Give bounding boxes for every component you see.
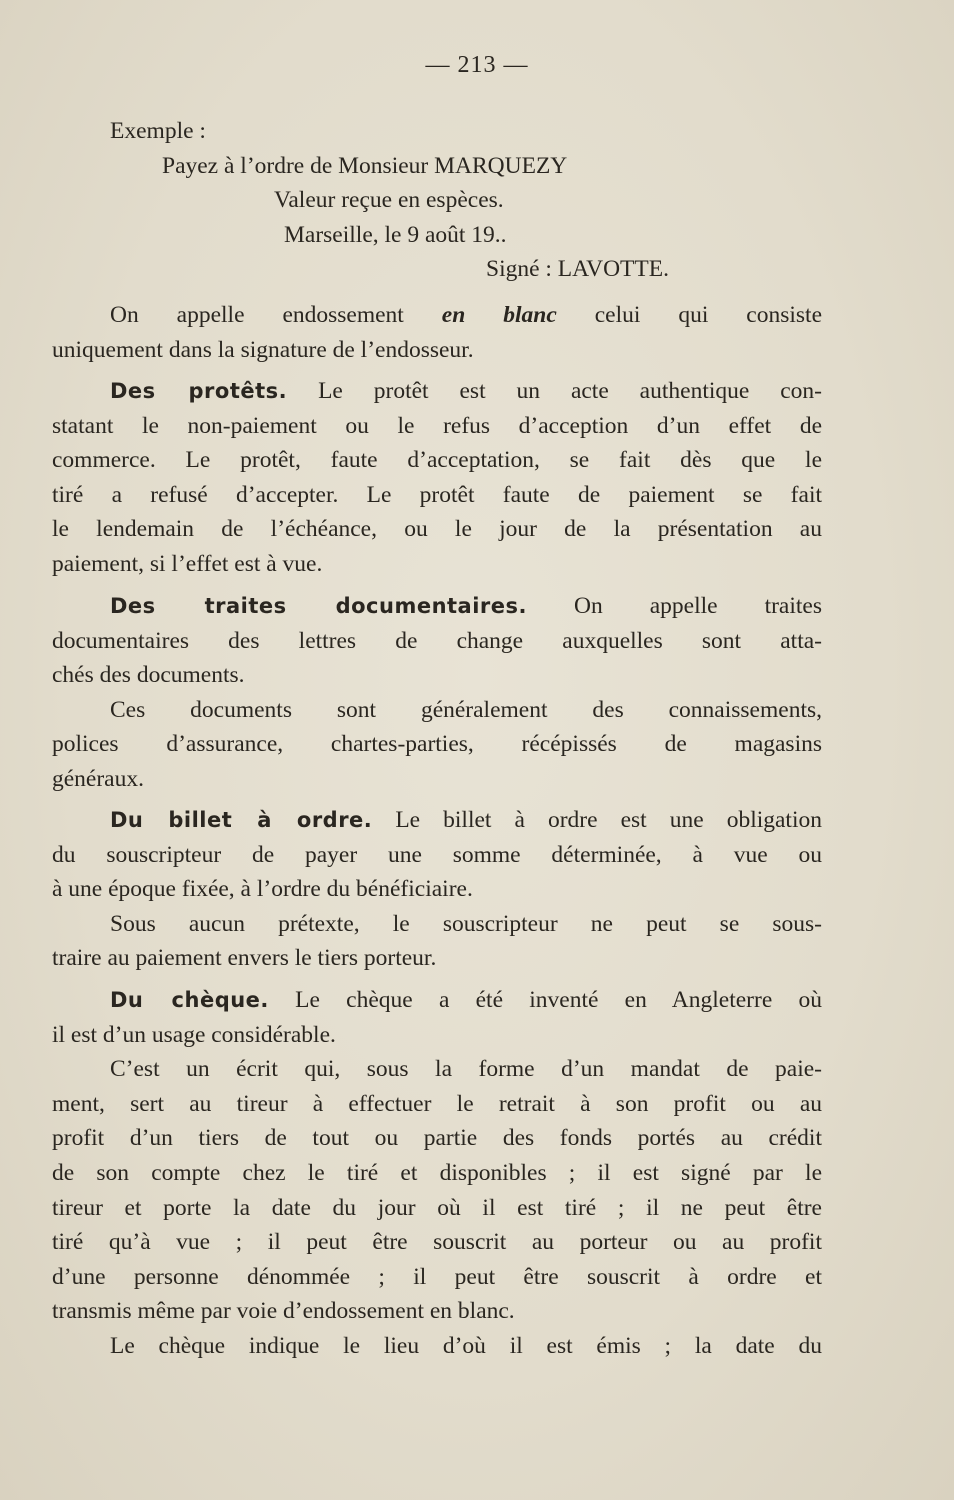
blanc-text-a: On appelle endossement <box>110 302 404 328</box>
protets-line-6: paiement, si l’effet est à vue. <box>52 550 323 577</box>
section-billet <box>52 803 822 976</box>
blanc-text-c: celui qui consiste <box>594 302 823 328</box>
billet-line-2: du souscripteur de payer une somme déterminée, à vue ou <box>52 841 822 868</box>
cheque-p2-line-6: tiré qu’à vue ; il peut être souscrit au porteur ou au profit <box>52 1229 822 1256</box>
paragraph-endossement-blanc <box>52 298 822 367</box>
page-number: — 213 — <box>425 52 529 78</box>
traites-p2-line-1: Ces documents sont généralement des connaissements, <box>110 696 822 723</box>
example-line-1: Payez à l’ordre de Monsieur MARQUEZY <box>162 152 568 179</box>
billet-text-1: Le billet à ordre est une obligation <box>395 807 822 833</box>
billet-p2-line-2: traire au paiement envers le tiers porteur. <box>52 945 437 972</box>
cheque-p2-line-1: C’est un écrit qui, sous la forme d’un mandat de paie- <box>110 1056 822 1083</box>
cheque-line-2: il est d’un usage considérable. <box>52 1021 336 1048</box>
billet-p2-line-1: Sous aucun prétexte, le souscripteur ne peut se sous- <box>110 910 822 937</box>
protets-text-1: Le protêt est un acte authentique con- <box>318 378 822 404</box>
traites-line-1 <box>52 589 822 624</box>
traites-p2-line-3: généraux. <box>52 765 144 792</box>
example-block <box>52 114 822 287</box>
cheque-line-1 <box>52 983 822 1018</box>
section-traites <box>52 589 822 797</box>
section-cheque <box>52 983 822 1364</box>
blanc-line-2: uniquement dans la signature de l’endosseur. <box>52 336 474 363</box>
protets-heading: Des protêts. <box>110 379 288 403</box>
example-label: Exemple : <box>110 118 206 144</box>
cheque-p2-line-4: de son compte chez le tiré et disponibles ; il est signé par le <box>52 1159 822 1186</box>
traites-text-1: On appelle traites <box>574 593 822 619</box>
billet-line-1 <box>52 803 822 838</box>
cheque-p2-line-2: ment, sert au tireur à effectuer le retrait à son profit ou au <box>52 1090 822 1117</box>
cheque-p2-line-3: profit d’un tiers de tout ou partie des fonds portés au crédit <box>52 1125 822 1152</box>
example-line-2: Valeur reçue en espèces. <box>274 187 504 214</box>
traites-p2-line-2: polices d’assurance, chartes-parties, récépissés de magasins <box>52 731 822 758</box>
cheque-p2-line-7: d’une personne dénommée ; il peut être souscrit à ordre et <box>52 1263 822 1290</box>
traites-heading: Des traites documentaires. <box>110 594 528 618</box>
protets-line-1 <box>52 374 822 409</box>
cheque-heading: Du chèque. <box>110 988 269 1012</box>
protets-line-4: tiré a refusé d’accepter. Le protêt faute de paiement se fait <box>52 481 822 508</box>
billet-heading: Du billet à ordre. <box>110 808 373 832</box>
blanc-emphasis: en blanc <box>441 302 557 328</box>
blanc-line-1 <box>52 298 822 333</box>
protets-line-2: statant le non-paiement ou le refus d’acception d’un effet de <box>52 412 822 439</box>
cheque-text-1: Le chèque a été inventé en Angleterre où <box>295 987 823 1013</box>
protets-line-3: commerce. Le protêt, faute d’acceptation, se fait dès que le <box>52 447 822 474</box>
protets-line-5: le lendemain de l’échéance, ou le jour de la présentation au <box>52 516 822 543</box>
cheque-p2-line-8: transmis même par voie d’endossement en blanc. <box>52 1298 515 1325</box>
section-protets <box>52 374 822 582</box>
cheque-p2-line-5: tireur et porte la date du jour où il est tiré ; il ne peut être <box>52 1194 822 1221</box>
traites-line-3: chés des documents. <box>52 662 245 689</box>
cheque-p3-line-1: Le chèque indique le lieu d’où il est émis ; la date du <box>110 1332 822 1359</box>
traites-line-2: documentaires des lettres de change auxquelles sont atta- <box>52 627 822 654</box>
example-signature: Signé : LAVOTTE. <box>486 256 669 283</box>
example-line-3: Marseille, le 9 août 19.. <box>284 221 507 248</box>
billet-line-3: à une époque fixée, à l’ordre du bénéficiaire. <box>52 876 473 903</box>
